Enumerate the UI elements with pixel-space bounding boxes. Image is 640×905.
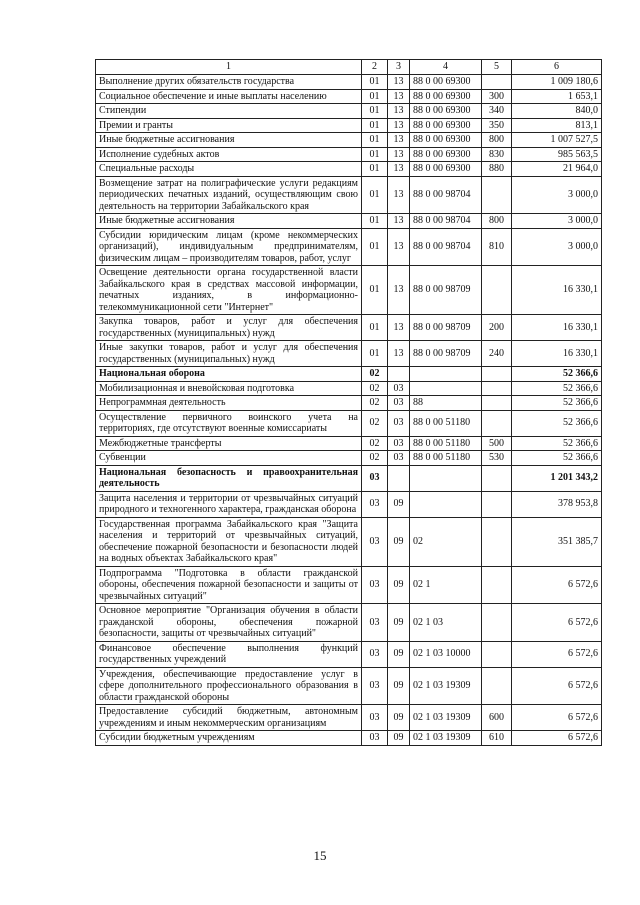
row-subsection-cell: 03 bbox=[388, 451, 410, 466]
row-expense-type-cell bbox=[482, 604, 512, 642]
table-row bbox=[96, 133, 602, 148]
row-target-article-cell: 02 1 03 bbox=[410, 604, 482, 642]
row-section-cell: 02 bbox=[362, 367, 388, 382]
row-amount-cell: 52 366,6 bbox=[512, 436, 602, 451]
row-subsection-cell: 13 bbox=[388, 147, 410, 162]
row-amount-cell: 3 000,0 bbox=[512, 214, 602, 229]
row-target-article-cell: 02 1 03 10000 bbox=[410, 641, 482, 667]
row-amount-cell: 6 572,6 bbox=[512, 566, 602, 604]
table-row bbox=[96, 381, 602, 396]
row-section-cell: 01 bbox=[362, 133, 388, 148]
row-name-cell: Основное мероприятие "Организация обучения в области гражданской обороны, обеспечения пожарной безопасности, защиты от чрезвычайных ситуаций" bbox=[96, 604, 362, 642]
row-amount-cell: 52 366,6 bbox=[512, 451, 602, 466]
row-expense-type-cell: 830 bbox=[482, 147, 512, 162]
row-name-cell: Межбюджетные трансферты bbox=[96, 436, 362, 451]
header-cell: 2 bbox=[362, 60, 388, 75]
row-amount-cell: 16 330,1 bbox=[512, 341, 602, 367]
row-amount-cell: 840,0 bbox=[512, 104, 602, 119]
row-name-cell: Закупка товаров, работ и услуг для обеспечения государственных (муниципальных) нужд bbox=[96, 315, 362, 341]
row-subsection-cell: 13 bbox=[388, 214, 410, 229]
row-name-cell: Субвенции bbox=[96, 451, 362, 466]
table-row bbox=[96, 396, 602, 411]
row-expense-type-cell bbox=[482, 367, 512, 382]
row-subsection-cell: 13 bbox=[388, 133, 410, 148]
row-expense-type-cell bbox=[482, 75, 512, 90]
table-row bbox=[96, 147, 602, 162]
row-subsection-cell: 09 bbox=[388, 517, 410, 566]
row-name-cell: Исполнение судебных актов bbox=[96, 147, 362, 162]
table-row bbox=[96, 228, 602, 266]
row-subsection-cell: 09 bbox=[388, 667, 410, 705]
row-expense-type-cell bbox=[482, 266, 512, 315]
row-target-article-cell: 88 0 00 98709 bbox=[410, 266, 482, 315]
row-target-article-cell bbox=[410, 367, 482, 382]
row-amount-cell: 52 366,6 bbox=[512, 396, 602, 411]
row-target-article-cell: 88 bbox=[410, 396, 482, 411]
row-target-article-cell: 88 0 00 69300 bbox=[410, 162, 482, 177]
row-name-cell: Непрограммная деятельность bbox=[96, 396, 362, 411]
row-target-article-cell: 02 1 03 19309 bbox=[410, 731, 482, 746]
row-target-article-cell: 88 0 00 69300 bbox=[410, 133, 482, 148]
row-target-article-cell: 88 0 00 69300 bbox=[410, 89, 482, 104]
row-subsection-cell: 13 bbox=[388, 228, 410, 266]
row-expense-type-cell: 300 bbox=[482, 89, 512, 104]
row-target-article-cell: 88 0 00 51180 bbox=[410, 436, 482, 451]
row-expense-type-cell: 800 bbox=[482, 133, 512, 148]
row-name-cell: Освещение деятельности органа государственной власти Забайкальского края в средствах массовой информации, печатных изданиях, в информационно-телекоммуникационной сети "Интернет" bbox=[96, 266, 362, 315]
row-section-cell: 01 bbox=[362, 162, 388, 177]
row-section-cell: 01 bbox=[362, 266, 388, 315]
row-subsection-cell: 13 bbox=[388, 89, 410, 104]
table-row bbox=[96, 75, 602, 90]
table-row bbox=[96, 491, 602, 517]
row-target-article-cell: 88 0 00 69300 bbox=[410, 147, 482, 162]
row-target-article-cell: 88 0 00 69300 bbox=[410, 118, 482, 133]
row-section-cell: 02 bbox=[362, 451, 388, 466]
row-name-cell: Иные закупки товаров, работ и услуг для обеспечения государственных (муниципальных) нужд bbox=[96, 341, 362, 367]
row-name-cell: Финансовое обеспечение выполнения функций государственных учреждений bbox=[96, 641, 362, 667]
table-row bbox=[96, 341, 602, 367]
header-cell: 1 bbox=[96, 60, 362, 75]
row-subsection-cell: 09 bbox=[388, 731, 410, 746]
row-section-cell: 03 bbox=[362, 465, 388, 491]
row-name-cell: Субсидии юридическим лицам (кроме некоммерческих организаций), индивидуальным предпринимателям, физическим лицам – производителям товаров, работ, услуг bbox=[96, 228, 362, 266]
row-subsection-cell: 03 bbox=[388, 410, 410, 436]
row-name-cell: Осуществление первичного воинского учета на территориях, где отсутствуют военные комиссариаты bbox=[96, 410, 362, 436]
row-subsection-cell: 03 bbox=[388, 381, 410, 396]
row-target-article-cell: 88 0 00 98704 bbox=[410, 176, 482, 214]
row-amount-cell: 378 953,8 bbox=[512, 491, 602, 517]
row-expense-type-cell: 880 bbox=[482, 162, 512, 177]
table-row bbox=[96, 604, 602, 642]
table-row bbox=[96, 89, 602, 104]
row-name-cell: Премии и гранты bbox=[96, 118, 362, 133]
row-name-cell: Возмещение затрат на полиграфические услуги редакциям периодических печатных изданий, осуществляющим свою деятельность на территории Забайкальского края bbox=[96, 176, 362, 214]
page-number: 15 bbox=[313, 848, 327, 863]
row-target-article-cell: 88 0 00 69300 bbox=[410, 75, 482, 90]
row-target-article-cell: 02 bbox=[410, 517, 482, 566]
row-section-cell: 03 bbox=[362, 641, 388, 667]
table-row bbox=[96, 465, 602, 491]
row-amount-cell: 16 330,1 bbox=[512, 315, 602, 341]
table-row bbox=[96, 641, 602, 667]
row-expense-type-cell bbox=[482, 566, 512, 604]
row-target-article-cell: 88 0 00 98704 bbox=[410, 214, 482, 229]
table-row bbox=[96, 176, 602, 214]
row-expense-type-cell: 800 bbox=[482, 214, 512, 229]
row-section-cell: 01 bbox=[362, 118, 388, 133]
row-expense-type-cell bbox=[482, 641, 512, 667]
row-expense-type-cell bbox=[482, 396, 512, 411]
table-row bbox=[96, 436, 602, 451]
row-name-cell: Социальное обеспечение и иные выплаты населению bbox=[96, 89, 362, 104]
row-section-cell: 01 bbox=[362, 341, 388, 367]
row-amount-cell: 52 366,6 bbox=[512, 367, 602, 382]
row-amount-cell: 52 366,6 bbox=[512, 381, 602, 396]
row-subsection-cell: 13 bbox=[388, 162, 410, 177]
budget-table bbox=[95, 59, 602, 746]
row-amount-cell: 21 964,0 bbox=[512, 162, 602, 177]
row-amount-cell: 6 572,6 bbox=[512, 705, 602, 731]
row-target-article-cell: 88 0 00 69300 bbox=[410, 104, 482, 119]
row-amount-cell: 351 385,7 bbox=[512, 517, 602, 566]
row-name-cell: Учреждения, обеспечивающие предоставление услуг в сфере дополнительного профессионального образования в области гражданской обороны bbox=[96, 667, 362, 705]
row-name-cell: Национальная оборона bbox=[96, 367, 362, 382]
row-amount-cell: 6 572,6 bbox=[512, 667, 602, 705]
row-expense-type-cell: 610 bbox=[482, 731, 512, 746]
row-name-cell: Стипендии bbox=[96, 104, 362, 119]
row-expense-type-cell: 350 bbox=[482, 118, 512, 133]
row-expense-type-cell bbox=[482, 517, 512, 566]
row-subsection-cell: 09 bbox=[388, 705, 410, 731]
row-amount-cell: 6 572,6 bbox=[512, 731, 602, 746]
row-subsection-cell: 13 bbox=[388, 341, 410, 367]
row-name-cell: Предоставление субсидий бюджетным, автономным учреждениям и иным некоммерческим организациям bbox=[96, 705, 362, 731]
row-expense-type-cell: 810 bbox=[482, 228, 512, 266]
row-expense-type-cell bbox=[482, 667, 512, 705]
row-amount-cell: 813,1 bbox=[512, 118, 602, 133]
table-row bbox=[96, 266, 602, 315]
table-header-row bbox=[96, 60, 602, 75]
table-row bbox=[96, 162, 602, 177]
table-row bbox=[96, 566, 602, 604]
row-target-article-cell: 02 1 03 19309 bbox=[410, 705, 482, 731]
row-name-cell: Специальные расходы bbox=[96, 162, 362, 177]
row-expense-type-cell: 200 bbox=[482, 315, 512, 341]
row-subsection-cell: 09 bbox=[388, 491, 410, 517]
header-cell: 6 bbox=[512, 60, 602, 75]
row-name-cell: Государственная программа Забайкальского края "Защита населения и территорий от чрезвычайных ситуаций, обеспечение пожарной безопасности и безопасности людей на водных объектах Забайкальского края" bbox=[96, 517, 362, 566]
row-section-cell: 01 bbox=[362, 104, 388, 119]
row-expense-type-cell bbox=[482, 491, 512, 517]
row-section-cell: 02 bbox=[362, 436, 388, 451]
row-amount-cell: 3 000,0 bbox=[512, 228, 602, 266]
row-section-cell: 03 bbox=[362, 491, 388, 517]
row-section-cell: 03 bbox=[362, 731, 388, 746]
row-expense-type-cell bbox=[482, 176, 512, 214]
row-expense-type-cell: 340 bbox=[482, 104, 512, 119]
table-row bbox=[96, 118, 602, 133]
row-section-cell: 02 bbox=[362, 396, 388, 411]
row-section-cell: 03 bbox=[362, 705, 388, 731]
row-name-cell: Иные бюджетные ассигнования bbox=[96, 133, 362, 148]
row-target-article-cell bbox=[410, 465, 482, 491]
row-expense-type-cell: 600 bbox=[482, 705, 512, 731]
row-expense-type-cell bbox=[482, 410, 512, 436]
row-target-article-cell: 88 0 00 51180 bbox=[410, 410, 482, 436]
row-name-cell: Мобилизационная и вневойсковая подготовка bbox=[96, 381, 362, 396]
row-section-cell: 02 bbox=[362, 381, 388, 396]
table-row bbox=[96, 367, 602, 382]
row-expense-type-cell bbox=[482, 465, 512, 491]
row-amount-cell: 985 563,5 bbox=[512, 147, 602, 162]
row-amount-cell: 1 653,1 bbox=[512, 89, 602, 104]
row-section-cell: 01 bbox=[362, 89, 388, 104]
row-section-cell: 03 bbox=[362, 604, 388, 642]
table-row bbox=[96, 104, 602, 119]
row-target-article-cell: 88 0 00 51180 bbox=[410, 451, 482, 466]
row-section-cell: 01 bbox=[362, 228, 388, 266]
row-name-cell: Субсидии бюджетным учреждениям bbox=[96, 731, 362, 746]
row-section-cell: 01 bbox=[362, 176, 388, 214]
row-expense-type-cell: 530 bbox=[482, 451, 512, 466]
header-cell: 5 bbox=[482, 60, 512, 75]
row-name-cell: Защита населения и территории от чрезвычайных ситуаций природного и техногенного характера, гражданская оборона bbox=[96, 491, 362, 517]
row-subsection-cell bbox=[388, 367, 410, 382]
row-section-cell: 03 bbox=[362, 667, 388, 705]
row-section-cell: 01 bbox=[362, 214, 388, 229]
row-subsection-cell bbox=[388, 465, 410, 491]
table-row bbox=[96, 731, 602, 746]
table-row bbox=[96, 214, 602, 229]
table-row bbox=[96, 315, 602, 341]
row-target-article-cell: 88 0 00 98709 bbox=[410, 315, 482, 341]
row-subsection-cell: 09 bbox=[388, 641, 410, 667]
row-subsection-cell: 13 bbox=[388, 176, 410, 214]
row-amount-cell: 16 330,1 bbox=[512, 266, 602, 315]
row-amount-cell: 6 572,6 bbox=[512, 641, 602, 667]
row-expense-type-cell: 500 bbox=[482, 436, 512, 451]
row-target-article-cell: 88 0 00 98709 bbox=[410, 341, 482, 367]
row-target-article-cell bbox=[410, 381, 482, 396]
row-target-article-cell: 02 1 bbox=[410, 566, 482, 604]
row-section-cell: 03 bbox=[362, 517, 388, 566]
row-section-cell: 01 bbox=[362, 147, 388, 162]
row-name-cell: Выполнение других обязательств государства bbox=[96, 75, 362, 90]
row-section-cell: 02 bbox=[362, 410, 388, 436]
row-subsection-cell: 13 bbox=[388, 75, 410, 90]
row-name-cell: Подпрограмма "Подготовка в области гражданской обороны, обеспечения пожарной безопасности и защиты от чрезвычайных ситуаций" bbox=[96, 566, 362, 604]
table-row bbox=[96, 410, 602, 436]
row-subsection-cell: 09 bbox=[388, 566, 410, 604]
row-target-article-cell: 88 0 00 98704 bbox=[410, 228, 482, 266]
row-target-article-cell: 02 1 03 19309 bbox=[410, 667, 482, 705]
row-subsection-cell: 03 bbox=[388, 436, 410, 451]
row-subsection-cell: 13 bbox=[388, 104, 410, 119]
row-subsection-cell: 09 bbox=[388, 604, 410, 642]
row-subsection-cell: 13 bbox=[388, 315, 410, 341]
row-amount-cell: 1 201 343,2 bbox=[512, 465, 602, 491]
header-cell: 4 bbox=[410, 60, 482, 75]
table-row bbox=[96, 517, 602, 566]
row-name-cell: Национальная безопасность и правоохранительная деятельность bbox=[96, 465, 362, 491]
row-amount-cell: 1 009 180,6 bbox=[512, 75, 602, 90]
table-row bbox=[96, 705, 602, 731]
row-amount-cell: 6 572,6 bbox=[512, 604, 602, 642]
row-section-cell: 01 bbox=[362, 75, 388, 90]
table-row bbox=[96, 451, 602, 466]
row-subsection-cell: 13 bbox=[388, 266, 410, 315]
row-amount-cell: 3 000,0 bbox=[512, 176, 602, 214]
header-cell: 3 bbox=[388, 60, 410, 75]
row-expense-type-cell bbox=[482, 381, 512, 396]
row-subsection-cell: 03 bbox=[388, 396, 410, 411]
row-section-cell: 03 bbox=[362, 566, 388, 604]
row-expense-type-cell: 240 bbox=[482, 341, 512, 367]
row-name-cell: Иные бюджетные ассигнования bbox=[96, 214, 362, 229]
table-row bbox=[96, 667, 602, 705]
row-subsection-cell: 13 bbox=[388, 118, 410, 133]
row-amount-cell: 1 007 527,5 bbox=[512, 133, 602, 148]
row-amount-cell: 52 366,6 bbox=[512, 410, 602, 436]
row-target-article-cell bbox=[410, 491, 482, 517]
row-section-cell: 01 bbox=[362, 315, 388, 341]
table-body bbox=[96, 75, 602, 746]
